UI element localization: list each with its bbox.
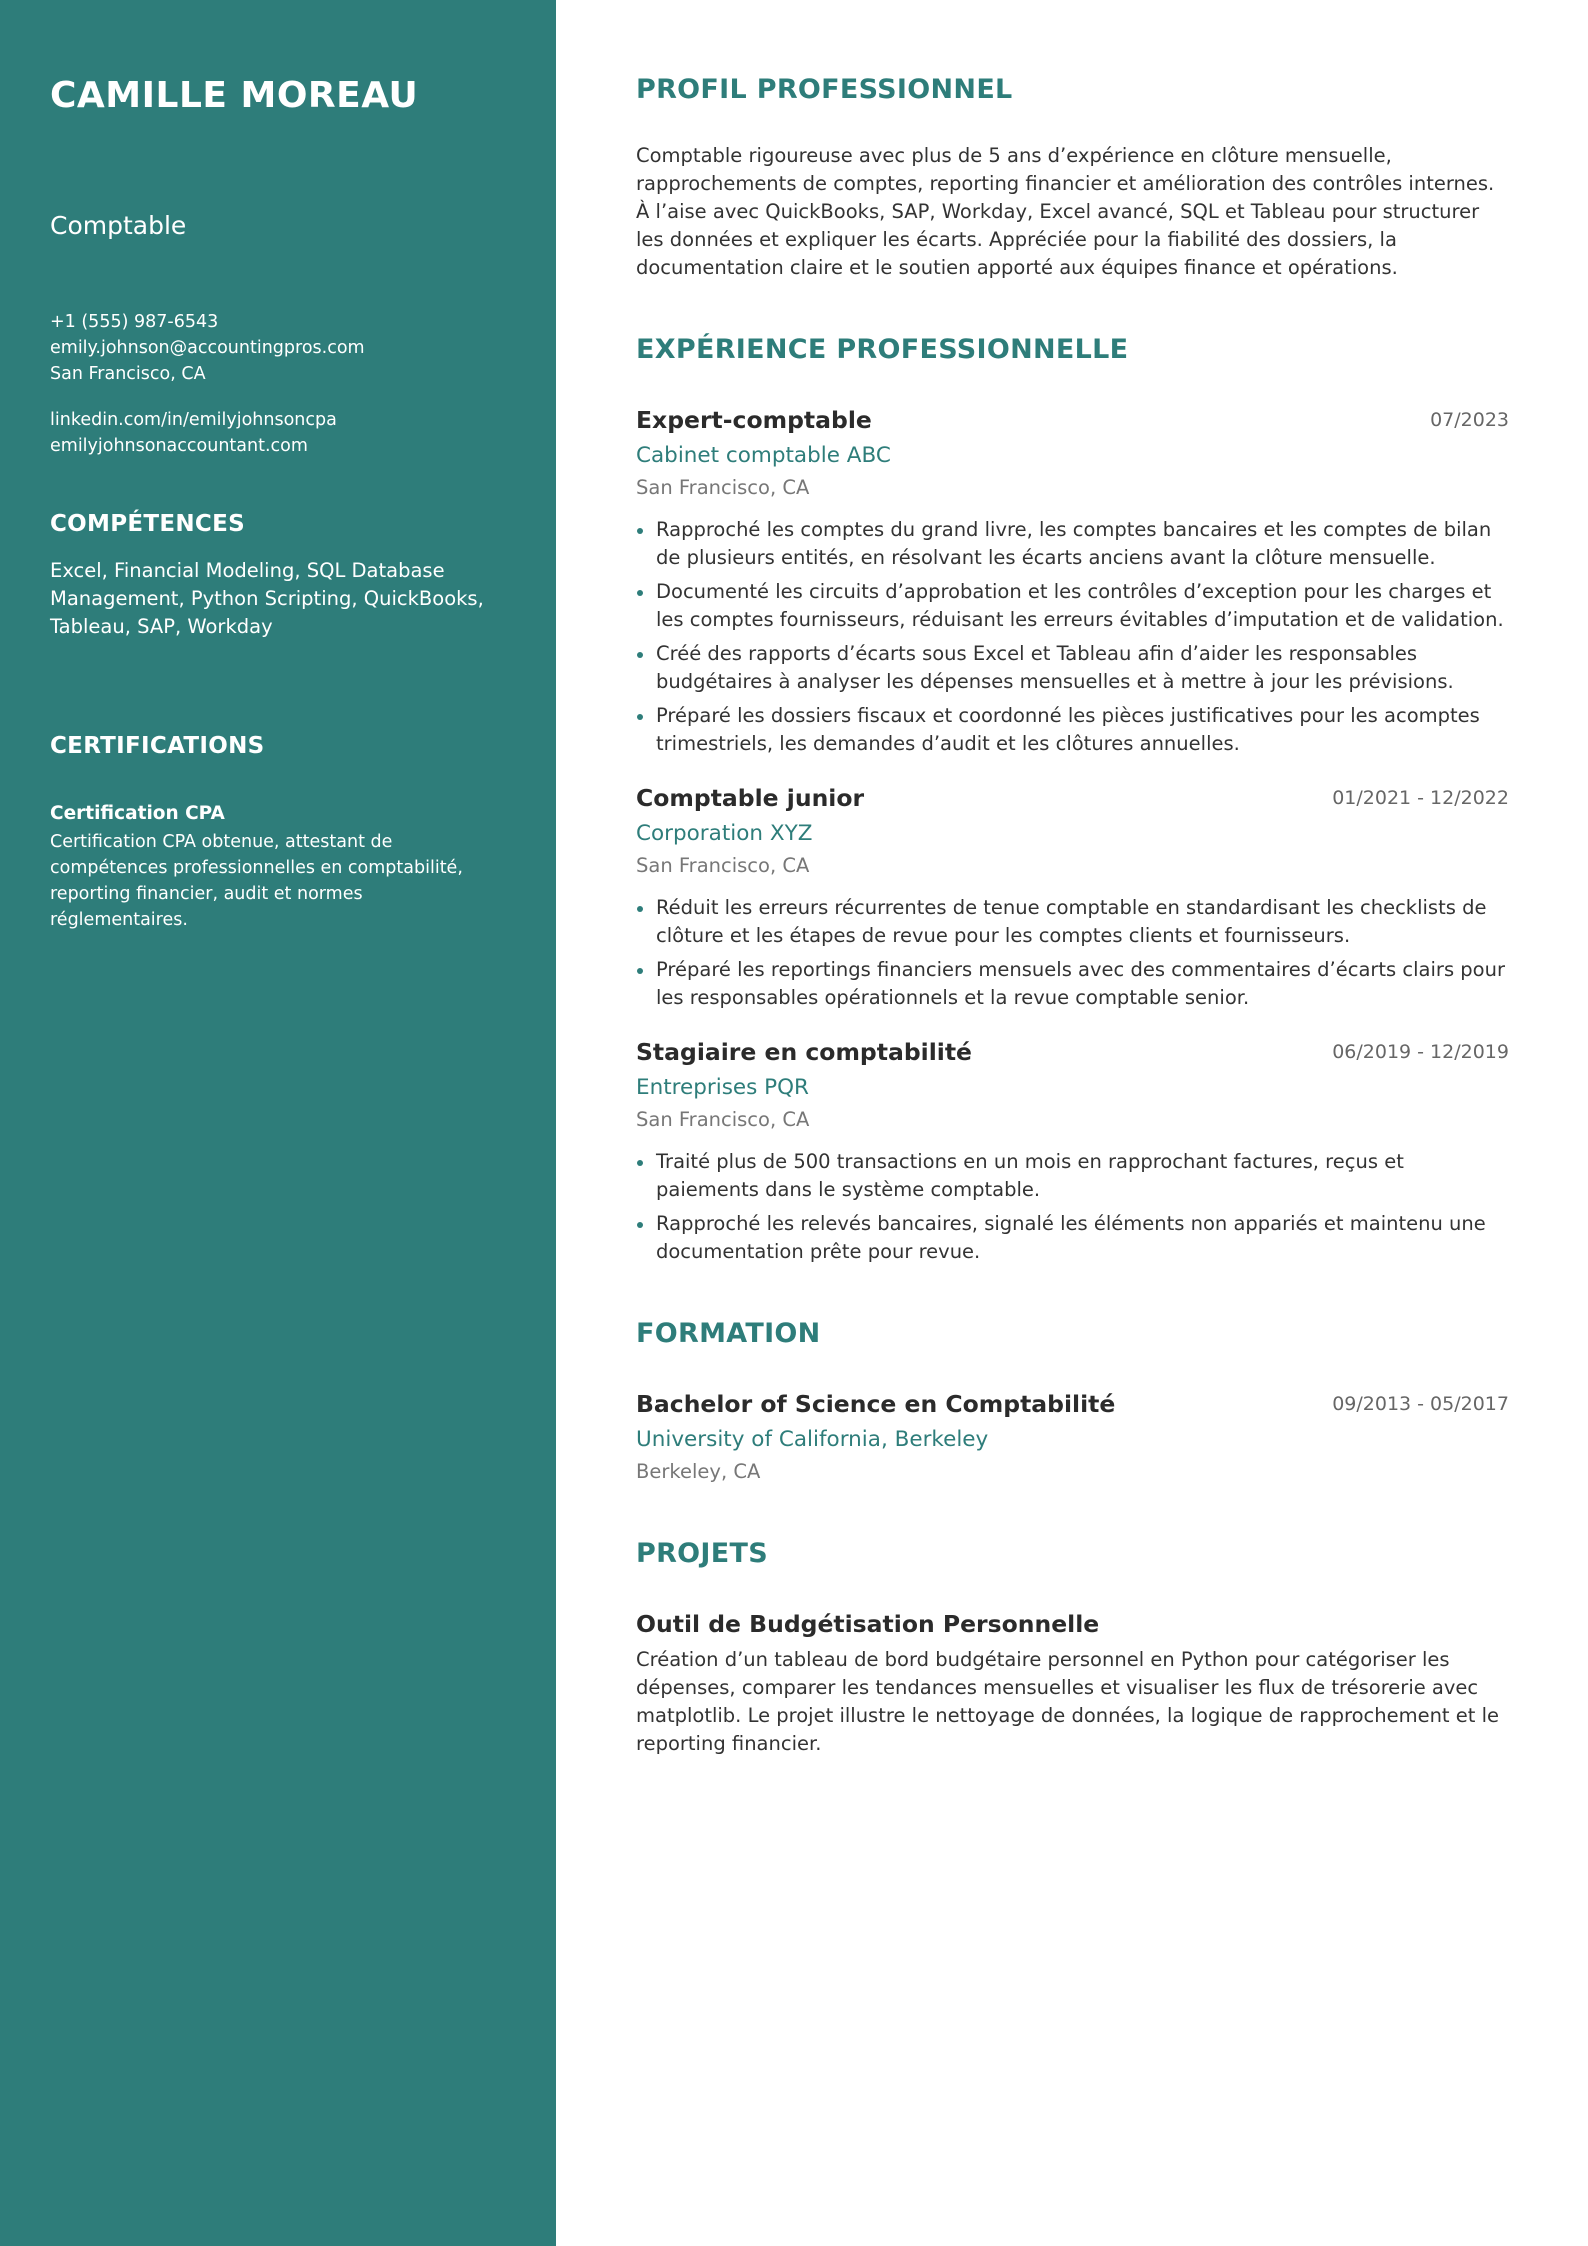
candidate-name: CAMILLE MOREAU [50,75,419,116]
website-link: emilyjohnsonaccountant.com [50,436,308,456]
education-heading: FORMATION [636,1318,821,1349]
company-name: Corporation XYZ [636,821,813,846]
project-entry [636,1608,1509,1758]
linkedin-link: linkedin.com/in/emilyjohnsoncpa [50,410,337,430]
education-section [636,1316,1509,1486]
job-date: 06/2019 - 12/2019 [1332,1041,1509,1063]
bullet-item: Créé des rapports d’écarts sous Excel et Tableau afin d’aider les responsables budgétaires à analyser les dépenses mensuelles et à mettre à jour les prévisions. [636,640,1509,696]
experience-entry [636,782,1509,1012]
candidate-title: Comptable [50,211,187,240]
bullet-item: Préparé les dossiers fiscaux et coordonné les pièces justificatives pour les acomptes trimestriels, les demandes d’audit et les clôtures annuelles. [636,702,1509,758]
school-name: University of California, Berkeley [636,1427,989,1452]
bullet-item: Réduit les erreurs récurrentes de tenue comptable en standardisant les checklists de clôture et les étapes de revue pour les comptes clients et fournisseurs. [636,894,1509,950]
links-block [50,407,506,459]
certifications-heading: CERTIFICATIONS [50,733,265,759]
profile-summary: Comptable rigoureuse avec plus de 5 ans d’expérience en clôture mensuelle, rapprochements de comptes, reporting financier et amélioration des contrôles internes. À l’aise avec QuickBooks, SAP, Workday, Excel avancé, SQL et Tableau pour structurer les données et expliquer les écarts. Appréciée pour la fiabilité des dossiers, la documentation claire et le soutien apporté aux équipes finance et opérations. [636,144,1495,279]
email-address: emily.johnson@accountingpros.com [50,338,365,358]
certification-description: Certification CPA obtenue, attestant de compétences professionnelles en comptabilité, reporting financier, audit et normes réglementaires. [50,832,463,930]
project-title: Outil de Budgétisation Personnelle [636,1610,1100,1638]
job-date: 07/2023 [1430,409,1509,431]
main-content [636,72,1509,1758]
job-bullets [636,894,1509,1012]
profile-section [636,72,1509,282]
job-title: Expert-comptable [636,406,872,434]
location: San Francisco, CA [50,364,206,384]
job-location: San Francisco, CA [636,854,810,877]
bullet-item: Rapproché les comptes du grand livre, les comptes bancaires et les comptes de bilan de plusieurs entités, en résolvant les écarts anciens avant la clôture mensuelle. [636,516,1509,572]
company-name: Entreprises PQR [636,1075,809,1100]
job-location: San Francisco, CA [636,1108,810,1131]
phone-number: +1 (555) 987-6543 [50,312,219,332]
skills-list: Excel, Financial Modeling, SQL Database Management, Python Scripting, QuickBooks, Tableau, SAP, Workday [50,559,484,638]
skills-heading: COMPÉTENCES [50,511,245,537]
job-title: Comptable junior [636,784,865,812]
job-date: 01/2021 - 12/2022 [1332,787,1509,809]
profile-heading: PROFIL PROFESSIONNEL [636,74,1013,105]
bullet-item: Rapproché les relevés bancaires, signalé les éléments non appariés et maintenu une documentation prête pour revue. [636,1210,1509,1266]
job-bullets [636,1148,1509,1266]
experience-entry [636,404,1509,758]
experience-heading: EXPÉRIENCE PROFESSIONNELLE [636,334,1129,365]
job-bullets [636,516,1509,758]
projects-section [636,1536,1509,1758]
certification-name: Certification CPA [50,803,225,824]
experience-entry [636,1036,1509,1266]
projects-heading: PROJETS [636,1538,768,1569]
experience-section [636,332,1509,1266]
education-entry [636,1388,1509,1486]
school-location: Berkeley, CA [636,1460,761,1483]
job-title: Stagiaire en comptabilité [636,1038,972,1066]
contact-block [50,309,506,387]
job-location: San Francisco, CA [636,476,810,499]
bullet-item: Préparé les reportings financiers mensuels avec des commentaires d’écarts clairs pour les responsables opérationnels et la revue comptable senior. [636,956,1509,1012]
company-name: Cabinet comptable ABC [636,443,891,468]
degree-title: Bachelor of Science en Comptabilité [636,1390,1116,1418]
bullet-item: Traité plus de 500 transactions en un mois en rapprochant factures, reçus et paiements dans le système comptable. [636,1148,1509,1204]
education-date: 09/2013 - 05/2017 [1332,1393,1509,1415]
project-description: Création d’un tableau de bord budgétaire personnel en Python pour catégoriser les dépenses, comparer les tendances mensuelles et visualiser les flux de trésorerie avec matplotlib. Le projet illustre le nettoyage de données, la logique de rapprochement et le reporting financier. [636,1648,1500,1755]
bullet-item: Documenté les circuits d’approbation et les contrôles d’exception pour les charges et les comptes fournisseurs, réduisant les erreurs évitables d’imputation et de validation. [636,578,1509,634]
sidebar [0,0,556,2246]
